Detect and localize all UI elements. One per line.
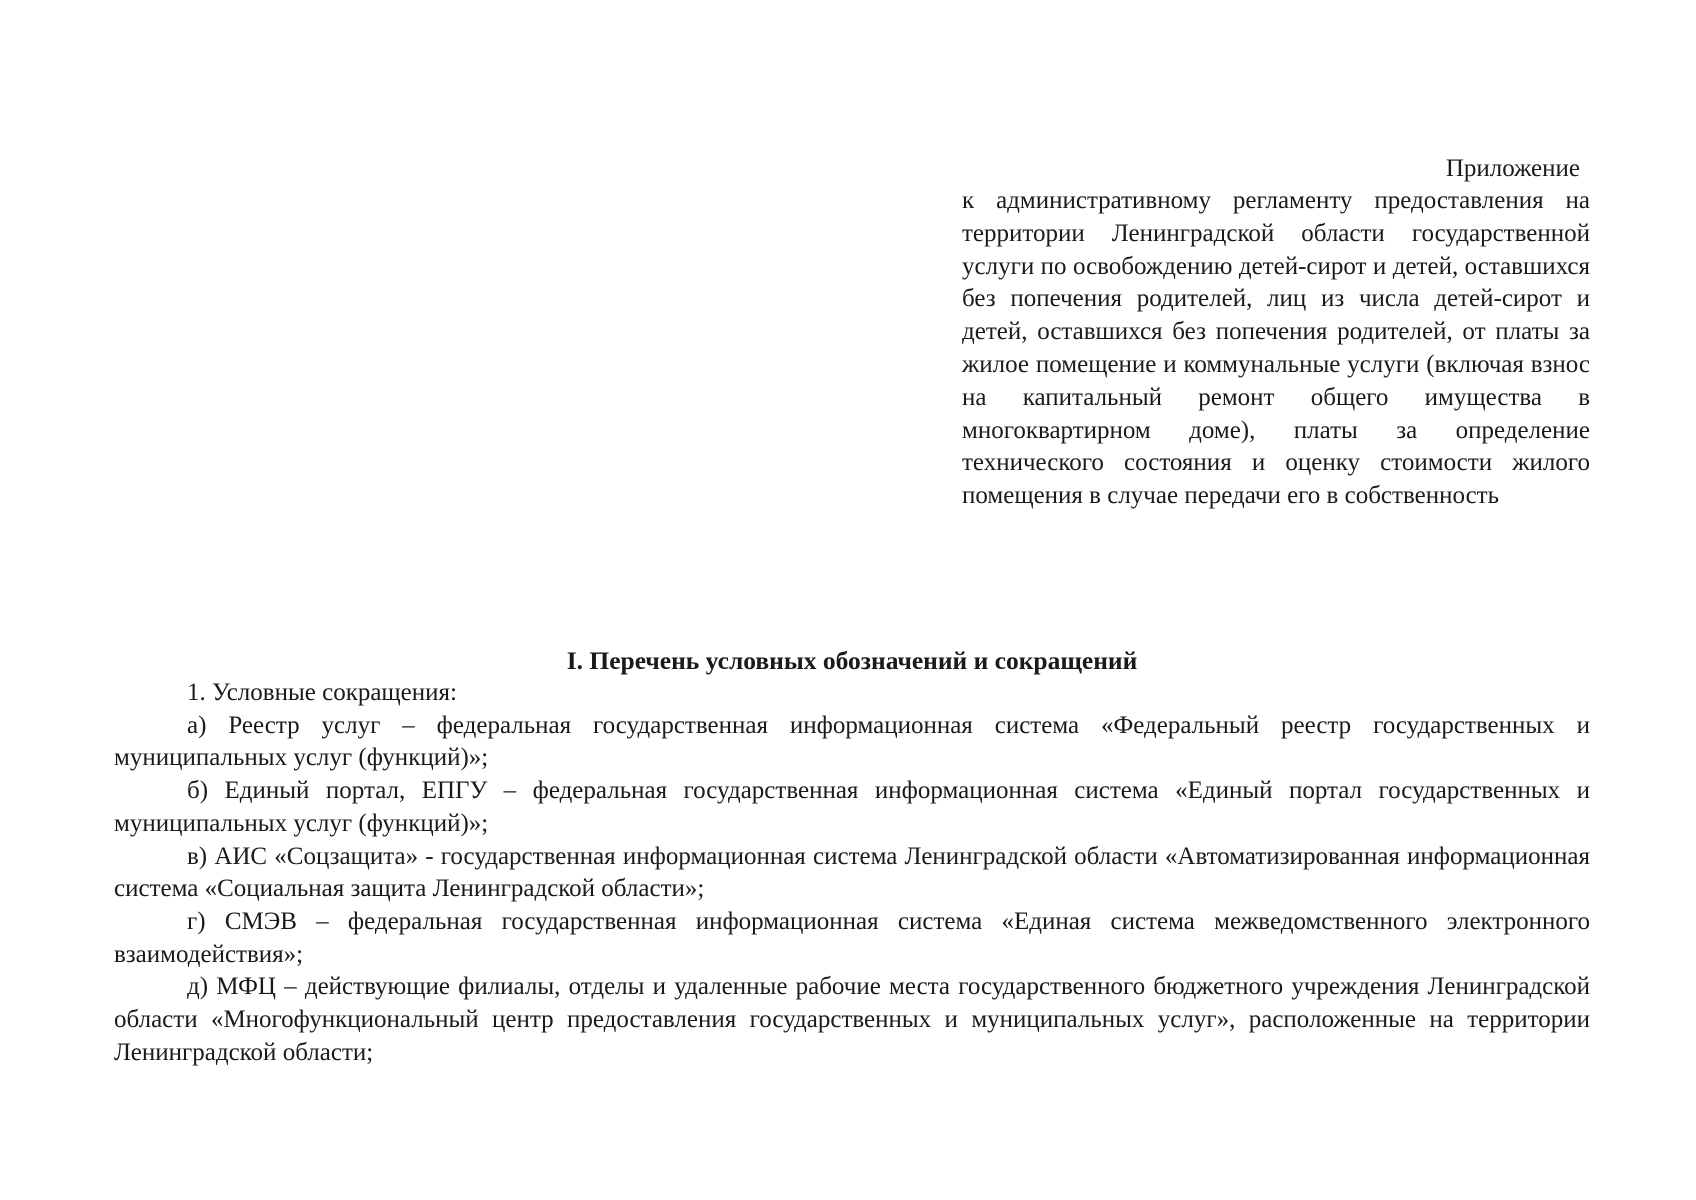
appendix-title: Приложение bbox=[1445, 155, 1580, 182]
paragraph-abbreviations-intro: 1. Условные сокращения: bbox=[187, 679, 457, 706]
section-heading: I. Перечень условных обозначений и сокращений bbox=[566, 646, 1138, 675]
paragraph-mfc: д) МФЦ – действующие филиалы, отделы и удаленные рабочие места государственного бюджетного учреждения Ленинградской области «Многофункциональный центр предоставления государственных и муниципальных услуг», расположенные на территории Ленинградской области; bbox=[114, 973, 1590, 1066]
section-body bbox=[114, 677, 1590, 1069]
paragraph-portal: б) Единый портал, ЕПГУ – федеральная государственная информационная система «Единый портал государственных и муниципальных услуг (функций)»; bbox=[114, 777, 1590, 837]
paragraph-registry: а) Реестр услуг – федеральная государственная информационная система «Федеральный реестр государственных и муниципальных услуг (функций)»; bbox=[114, 711, 1590, 772]
appendix-description: к административному регламенту предоставления на территории Ленинградской области государственной услуги по освобождению детей-сирот и детей, оставшихся без попечения родителей, лиц из числа детей-сирот и детей, оставшихся без попечения родителей, от платы за жилое помещение и коммунальные услуги (включая взнос на капитальный ремонт общего имущества в многоквартирном доме), платы за определение технического состояния и оценку стоимости жилого помещения в случае передачи его в собственность bbox=[962, 187, 1590, 510]
paragraph-smev: г) СМЭВ – федеральная государственная информационная система «Единая система межведомственного электронного взаимодействия»; bbox=[114, 907, 1590, 968]
paragraph-ais: в) АИС «Соцзащита» - государственная информационная система Ленинградской области «Автоматизированная информационная система «Социальная защита Ленинградской области»; bbox=[114, 842, 1590, 903]
